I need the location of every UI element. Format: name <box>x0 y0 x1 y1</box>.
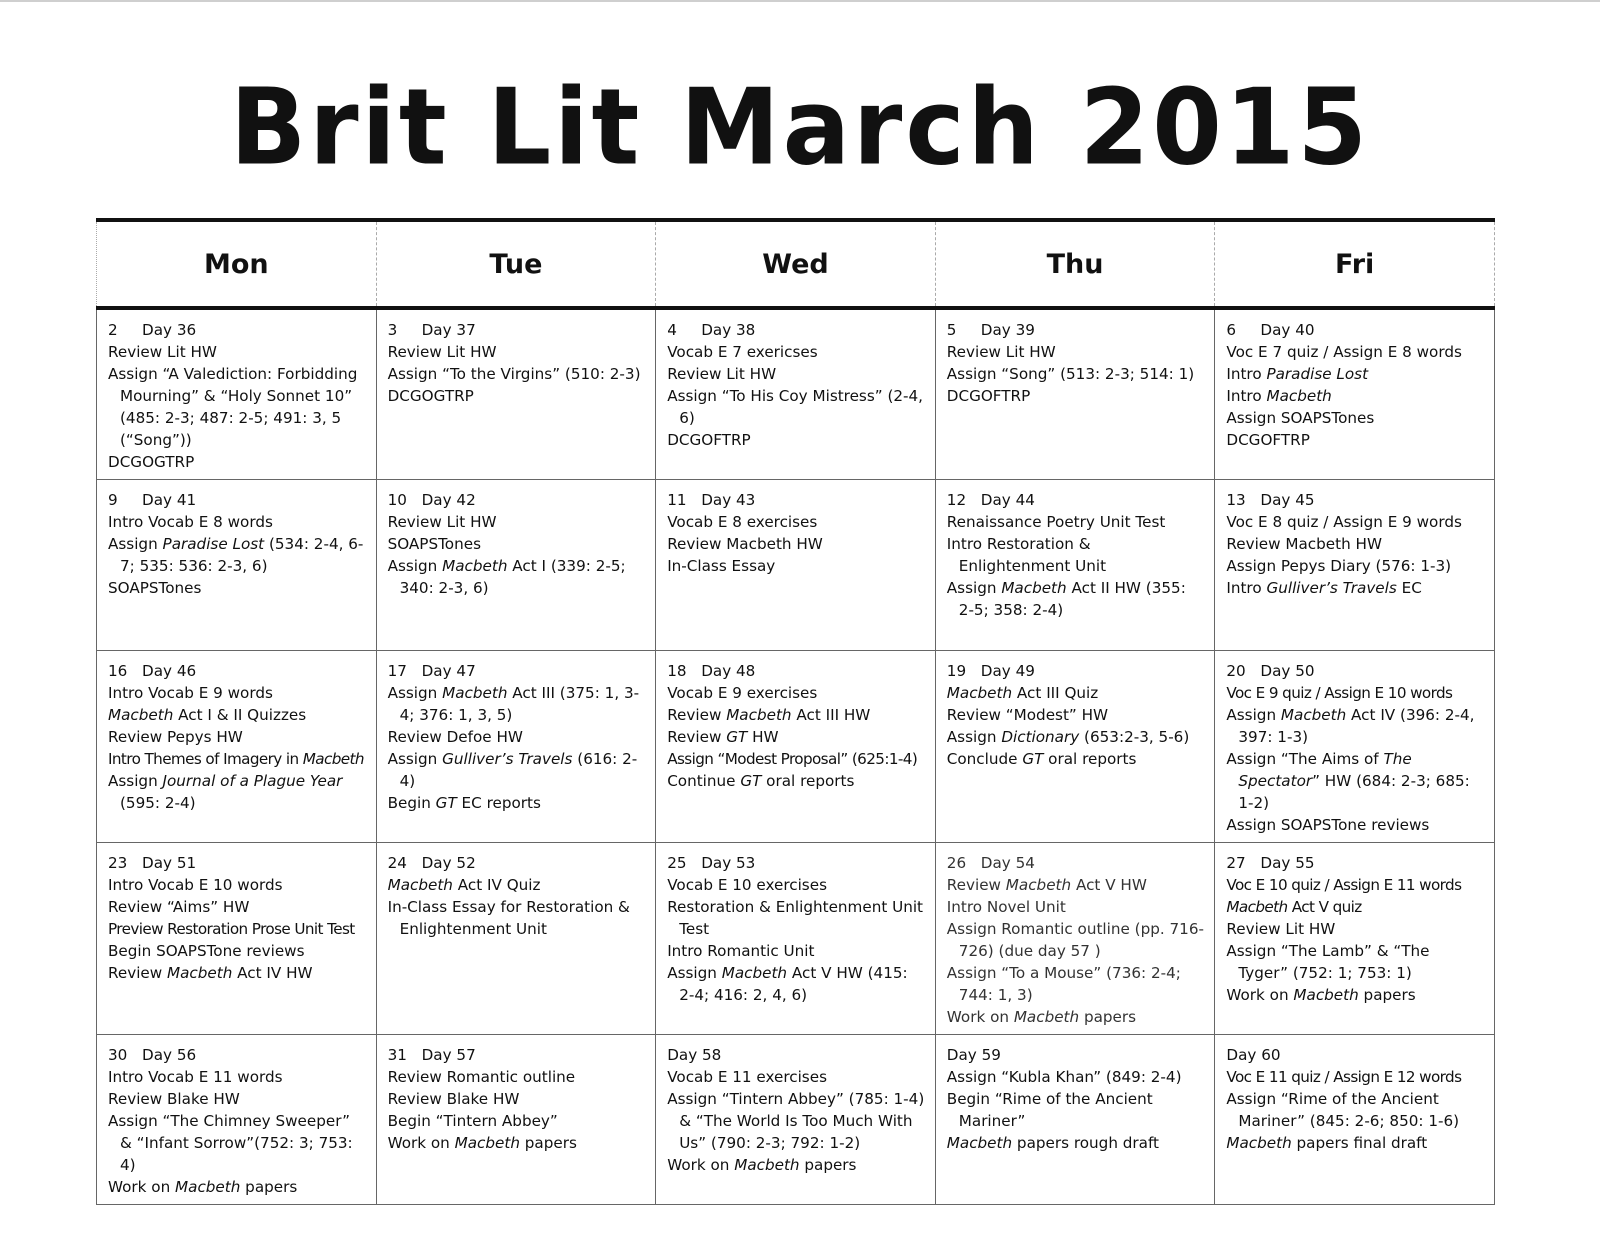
calendar-table <box>96 218 1495 1205</box>
date-number: 16 <box>108 662 128 680</box>
date-number: 25 <box>667 854 687 872</box>
cell-header <box>388 1044 646 1066</box>
school-day-label: Day 48 <box>701 662 756 680</box>
agenda-item: Assign “To the Virgins” (510: 2-3) <box>387 365 641 383</box>
agenda-item: Macbeth Act III Quiz <box>946 684 1099 702</box>
school-day-label: Day 52 <box>421 854 476 872</box>
agenda-item: Assign Romantic outline (pp. 716-726) (due day 57 ) <box>946 920 1204 960</box>
agenda-item: Assign “The Chimney Sweeper” & “Infant Sorrow”(752: 3; 753: 4) <box>108 1112 353 1174</box>
calendar-cell <box>935 651 1215 843</box>
school-day-label: Day 41 <box>142 491 197 509</box>
agenda-item: Renaissance Poetry Unit Test <box>946 513 1166 531</box>
agenda-item: DCGOFTRP <box>1226 431 1310 449</box>
agenda-item: Review Macbeth HW <box>1226 535 1382 553</box>
agenda-item: Assign “Rime of the Ancient Mariner” (845: 2-6; 850: 1-6) <box>1226 1090 1460 1130</box>
agenda-item: Review “Aims” HW <box>108 898 250 916</box>
cell-header <box>108 489 366 511</box>
agenda-item: Macbeth Act V quiz <box>1226 898 1362 916</box>
agenda-item: Vocab E 10 exercises <box>667 876 827 894</box>
agenda-item: Review Lit HW <box>387 343 497 361</box>
cell-header <box>108 319 366 341</box>
agenda-item: DCGOGTRP <box>108 453 195 471</box>
calendar-cell <box>97 1035 377 1205</box>
cell-header <box>947 660 1205 682</box>
agenda-item: Macbeth papers rough draft <box>946 1134 1160 1152</box>
cell-header <box>1226 660 1484 682</box>
agenda-item: Assign Pepys Diary (576: 1-3) <box>1226 557 1452 575</box>
agenda-item: Macbeth Act I & II Quizzes <box>108 706 307 724</box>
school-day-label: Day 59 <box>946 1046 1001 1064</box>
agenda-item: Assign “A Valediction: Forbidding Mourning” & “Holy Sonnet 10” (485: 2-3; 487: 2-5; 491: 3, 5 (“Song”)) <box>108 365 358 449</box>
cell-header <box>667 1044 925 1066</box>
cell-header <box>388 660 646 682</box>
school-day-label: Day 53 <box>701 854 756 872</box>
date-number: 27 <box>1226 854 1246 872</box>
calendar-cell <box>935 480 1215 651</box>
date-number: 20 <box>1226 662 1246 680</box>
agenda-item: Vocab E 8 exercises <box>667 513 818 531</box>
weekday-wed: Wed <box>656 220 936 308</box>
calendar-cell <box>376 480 656 651</box>
calendar-cell <box>97 843 377 1035</box>
date-number: 6 <box>1226 321 1237 339</box>
agenda-item: Intro Novel Unit <box>946 898 1066 916</box>
cell-header <box>947 852 1205 874</box>
agenda-item: Conclude GT oral reports <box>946 750 1137 768</box>
cell-header <box>108 852 366 874</box>
agenda-item: Review Blake HW <box>387 1090 520 1108</box>
week-row <box>97 480 1495 651</box>
agenda-item: Assign Macbeth Act III (375: 1, 3-4; 376: 1, 3, 5) <box>387 684 640 724</box>
school-day-label: Day 54 <box>980 854 1035 872</box>
cell-header <box>667 852 925 874</box>
calendar-cell <box>656 843 936 1035</box>
agenda-item: Intro Vocab E 9 words <box>108 684 273 702</box>
school-day-label: Day 47 <box>421 662 476 680</box>
calendar-cell <box>97 480 377 651</box>
agenda-item: SOAPSTones <box>387 535 481 553</box>
calendar-cell <box>656 1035 936 1205</box>
school-day-label: Day 42 <box>421 491 476 509</box>
date-number: 31 <box>387 1046 407 1064</box>
date-number: 24 <box>387 854 407 872</box>
calendar-cell <box>376 843 656 1035</box>
agenda-item: Macbeth Act IV Quiz <box>387 876 541 894</box>
cell-header <box>1226 489 1484 511</box>
school-day-label: Day 49 <box>980 662 1035 680</box>
date-number: 26 <box>946 854 967 872</box>
calendar-cell <box>656 651 936 843</box>
agenda-item: Review Lit HW <box>1226 920 1336 938</box>
week-row <box>97 651 1495 843</box>
date-number: 17 <box>387 662 407 680</box>
school-day-label: Day 60 <box>1226 1046 1281 1064</box>
agenda-item: Review Lit HW <box>946 343 1056 361</box>
calendar-cell <box>935 1035 1215 1205</box>
weekday-mon: Mon <box>97 220 377 308</box>
agenda-item: Work on Macbeth papers <box>108 1178 298 1196</box>
school-day-label: Day 44 <box>980 491 1035 509</box>
school-day-label: Day 46 <box>142 662 197 680</box>
calendar-cell <box>935 308 1215 480</box>
school-day-label: Day 38 <box>701 321 756 339</box>
agenda-item: Intro Paradise Lost <box>1226 365 1369 383</box>
agenda-item: Assign Macbeth Act V HW (415: 2-4; 416: 2, 4, 6) <box>667 964 908 1004</box>
school-day-label: Day 39 <box>980 321 1035 339</box>
agenda-item: Review Romantic outline <box>387 1068 576 1086</box>
agenda-item: Work on Macbeth papers <box>946 1008 1137 1026</box>
agenda-item: Assign “Kubla Khan” (849: 2-4) <box>946 1068 1182 1086</box>
calendar-cell <box>1215 651 1495 843</box>
calendar-cell <box>656 308 936 480</box>
agenda-item: Intro Romantic Unit <box>667 942 815 960</box>
calendar-cell <box>1215 843 1495 1035</box>
agenda-item: Assign Macbeth Act IV (396: 2-4, 397: 1-3) <box>1226 706 1475 746</box>
agenda-item: Review Macbeth Act III HW <box>667 706 871 724</box>
agenda-item: Assign Journal of a Plague Year (595: 2-4) <box>108 772 343 812</box>
agenda-item: Voc E 7 quiz / Assign E 8 words <box>1226 343 1462 361</box>
school-day-label: Day 57 <box>421 1046 476 1064</box>
agenda-item: Review Blake HW <box>108 1090 240 1108</box>
school-day-label: Day 45 <box>1260 491 1315 509</box>
cell-header <box>1226 319 1484 341</box>
school-day-label: Day 55 <box>1260 854 1315 872</box>
school-day-label: Day 43 <box>701 491 756 509</box>
school-day-label: Day 37 <box>421 321 476 339</box>
agenda-item: Voc E 8 quiz / Assign E 9 words <box>1226 513 1462 531</box>
agenda-item: Review Macbeth Act IV HW <box>108 964 313 982</box>
agenda-item: Begin “Rime of the Ancient Mariner” <box>946 1090 1153 1130</box>
calendar-cell <box>376 308 656 480</box>
cell-header <box>667 319 925 341</box>
school-day-label: Day 58 <box>667 1046 722 1064</box>
agenda-item: Intro Vocab E 8 words <box>108 513 273 531</box>
calendar-cell <box>97 651 377 843</box>
cell-header <box>1226 852 1484 874</box>
agenda-item: Assign Dictionary (653:2-3, 5-6) <box>946 728 1190 746</box>
agenda-item: Assign Macbeth Act I (339: 2-5; 340: 2-3, 6) <box>387 557 626 597</box>
agenda-item: Review Macbeth HW <box>667 535 823 553</box>
calendar-cell <box>1215 480 1495 651</box>
agenda-item: Voc E 11 quiz / Assign E 12 words <box>1226 1068 1462 1086</box>
school-day-label: Day 56 <box>142 1046 197 1064</box>
agenda-item: Preview Restoration Prose Unit Test <box>108 920 355 938</box>
cell-header <box>947 489 1205 511</box>
agenda-item: Assign SOAPSTones <box>1226 409 1375 427</box>
agenda-item: In-Class Essay <box>667 557 776 575</box>
date-number: 11 <box>667 491 687 509</box>
cell-header <box>667 660 925 682</box>
agenda-item: Vocab E 11 exercises <box>667 1068 827 1086</box>
date-number: 9 <box>108 491 118 509</box>
agenda-item: Assign Paradise Lost (534: 2-4, 6-7; 535: 536: 2-3, 6) <box>108 535 364 575</box>
cell-header <box>667 489 925 511</box>
calendar-cell <box>376 651 656 843</box>
date-number: 12 <box>946 491 967 509</box>
agenda-item: Vocab E 9 exercises <box>667 684 818 702</box>
school-day-label: Day 51 <box>142 854 197 872</box>
agenda-item: Assign “Tintern Abbey” (785: 1-4) & “The World Is Too Much With Us” (790: 2-3; 792: 1-2) <box>667 1090 925 1152</box>
cell-header <box>388 319 646 341</box>
agenda-item: Review Macbeth Act V HW <box>946 876 1147 894</box>
agenda-item: SOAPSTones <box>108 579 202 597</box>
agenda-item: Restoration & Enlightenment Unit Test <box>667 898 924 938</box>
agenda-item: Voc E 9 quiz / Assign E 10 words <box>1226 684 1453 702</box>
agenda-item: Assign Macbeth Act II HW (355: 2-5; 358: 2-4) <box>946 579 1186 619</box>
agenda-item: Review Defoe HW <box>387 728 523 746</box>
cell-header <box>108 660 366 682</box>
agenda-item: Assign SOAPSTone reviews <box>1226 816 1430 834</box>
weekday-thu: Thu <box>935 220 1215 308</box>
school-day-label: Day 36 <box>142 321 197 339</box>
agenda-item: Work on Macbeth papers <box>1226 986 1416 1004</box>
agenda-item: Work on Macbeth papers <box>387 1134 577 1152</box>
agenda-item: Intro Vocab E 11 words <box>108 1068 283 1086</box>
calendar-cell <box>656 480 936 651</box>
calendar-cell <box>1215 1035 1495 1205</box>
agenda-item: Assign “Song” (513: 2-3; 514: 1) <box>946 365 1195 383</box>
date-number: 3 <box>387 321 398 339</box>
week-row <box>97 843 1495 1035</box>
cell-header <box>388 489 646 511</box>
cell-header <box>108 1044 366 1066</box>
agenda-item: Intro Restoration & Enlightenment Unit <box>946 535 1107 575</box>
agenda-item: Review GT HW <box>667 728 779 746</box>
cell-header <box>947 1044 1205 1066</box>
agenda-item: Assign “The Lamb” & “The Tyger” (752: 1; 753: 1) <box>1226 942 1430 982</box>
agenda-item: Assign “To a Mouse” (736: 2-4; 744: 1, 3) <box>946 964 1181 1004</box>
agenda-item: Vocab E 7 exericses <box>667 343 818 361</box>
agenda-item: Review Pepys HW <box>108 728 243 746</box>
agenda-item: Assign “Modest Proposal” (625:1-4) <box>667 750 918 768</box>
agenda-item: In-Class Essay for Restoration & Enlightenment Unit <box>387 898 630 938</box>
calendar-cell <box>376 1035 656 1205</box>
agenda-item: Begin SOAPSTone reviews <box>108 942 305 960</box>
school-day-label: Day 40 <box>1260 321 1315 339</box>
date-number: 4 <box>667 321 677 339</box>
week-row <box>97 1035 1495 1205</box>
date-number: 5 <box>946 321 957 339</box>
date-number: 2 <box>108 321 118 339</box>
calendar-cell <box>97 308 377 480</box>
agenda-item: Review Lit HW <box>387 513 497 531</box>
top-border <box>0 0 1600 2</box>
agenda-item: Assign “To His Coy Mistress” (2-4, 6) <box>667 387 924 427</box>
weekday-header-row <box>97 220 1495 308</box>
agenda-item: Begin GT EC reports <box>387 794 541 812</box>
date-number: 13 <box>1226 491 1246 509</box>
agenda-item: Review Lit HW <box>667 365 777 383</box>
date-number: 10 <box>387 491 407 509</box>
date-number: 19 <box>946 662 967 680</box>
cell-header <box>1226 1044 1484 1066</box>
agenda-item: Intro Macbeth <box>1226 387 1332 405</box>
cell-header <box>388 852 646 874</box>
agenda-item: Assign “The Aims of The Spectator” HW (684: 2-3; 685: 1-2) <box>1226 750 1470 812</box>
agenda-item: DCGOGTRP <box>387 387 474 405</box>
date-number: 30 <box>108 1046 128 1064</box>
agenda-item: Continue GT oral reports <box>667 772 855 790</box>
week-row <box>97 308 1495 480</box>
agenda-item: Begin “Tintern Abbey” <box>387 1112 558 1130</box>
agenda-item: Work on Macbeth papers <box>667 1156 857 1174</box>
agenda-item: Intro Gulliver’s Travels EC <box>1226 579 1422 597</box>
agenda-item: Macbeth papers final draft <box>1226 1134 1428 1152</box>
agenda-item: Intro Themes of Imagery in Macbeth <box>108 750 364 768</box>
date-number: 23 <box>108 854 128 872</box>
agenda-item: Review Lit HW <box>108 343 217 361</box>
agenda-item: DCGOFTRP <box>667 431 751 449</box>
page-title: Brit Lit March 2015 <box>230 66 1370 189</box>
calendar-cell <box>935 843 1215 1035</box>
cell-header <box>947 319 1205 341</box>
agenda-item: Voc E 10 quiz / Assign E 11 words <box>1226 876 1462 894</box>
date-number: 18 <box>667 662 687 680</box>
agenda-item: Review “Modest” HW <box>946 706 1109 724</box>
weekday-tue: Tue <box>376 220 656 308</box>
agenda-item: Intro Vocab E 10 words <box>108 876 283 894</box>
agenda-item: DCGOFTRP <box>946 387 1031 405</box>
calendar-cell <box>1215 308 1495 480</box>
agenda-item: Assign Gulliver’s Travels (616: 2-4) <box>387 750 638 790</box>
weekday-fri: Fri <box>1215 220 1495 308</box>
school-day-label: Day 50 <box>1260 662 1315 680</box>
